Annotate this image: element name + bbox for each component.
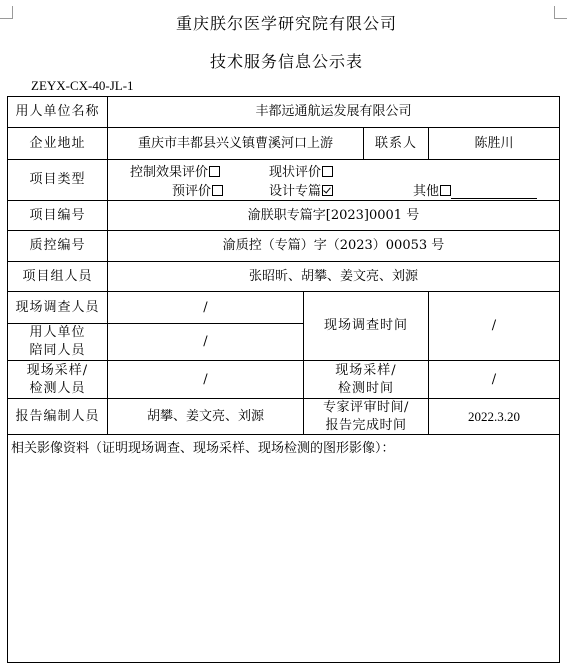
option-status-evaluation[interactable] xyxy=(269,161,333,180)
project-type-label: 项目类型 xyxy=(29,172,86,187)
qc-number-label: 质控编号 xyxy=(29,238,86,253)
sampling-time-label: 现场采样/ 检测时间 xyxy=(335,362,397,396)
option-control-evaluation[interactable] xyxy=(130,161,220,180)
sampling-staff-value: / xyxy=(203,371,208,387)
checkbox-icon[interactable] xyxy=(322,185,333,196)
team-label: 项目组人员 xyxy=(22,268,93,284)
option-design-chapter[interactable] xyxy=(269,180,333,199)
address-label: 企业地址 xyxy=(29,135,86,151)
employer-escort-value: / xyxy=(203,334,208,349)
sampling-time-value: / xyxy=(491,371,497,387)
employer-label: 用人单位名称 xyxy=(15,104,100,119)
row-divider xyxy=(7,434,560,435)
option-label: 设计专篇 xyxy=(269,184,322,199)
option-label: 现状评价 xyxy=(269,165,322,180)
qc-number-value: 渝质控（专篇）字（2023）00053 号 xyxy=(222,238,445,253)
project-number-label: 项目编号 xyxy=(29,207,86,223)
report-staff-label: 报告编制人员 xyxy=(15,408,100,424)
document-number: ZEYX-CX-40-JL-1 xyxy=(31,78,134,93)
other-blank-line xyxy=(451,186,537,199)
checkbox-icon[interactable] xyxy=(440,185,451,196)
image-area xyxy=(9,456,558,660)
checkbox-icon[interactable] xyxy=(212,185,223,196)
report-staff-value: 胡攀、姜文亮、刘源 xyxy=(146,408,264,424)
employer-escort-label: 用人单位 陪同人员 xyxy=(29,325,86,358)
employer-value: 丰都远通航运发展有限公司 xyxy=(255,104,412,119)
review-time-value: 2022.3.20 xyxy=(468,408,520,424)
images-note: 相关影像资料（证明现场调查、现场采样、现场检测的图形影像）： xyxy=(11,441,395,456)
checkbox-icon[interactable] xyxy=(209,166,220,177)
form-title: 技术服务信息公示表 xyxy=(209,52,363,71)
team-value: 张昭昕、胡攀、姜文亮、刘源 xyxy=(248,268,418,284)
option-label: 预评价 xyxy=(172,184,212,199)
address-value: 重庆市丰都县兴义镇曹溪河口上游 xyxy=(137,135,333,151)
project-number-value: 渝朕职专篇字[2023]0001 号 xyxy=(247,207,420,223)
site-survey-time-label: 现场调查时间 xyxy=(323,318,408,333)
option-other[interactable] xyxy=(413,180,537,199)
option-pre-evaluation[interactable] xyxy=(172,180,223,199)
contact-value: 陈胜川 xyxy=(474,135,514,151)
site-survey-staff-value: / xyxy=(203,299,208,315)
review-time-label: 专家评审时间/ 报告完成时间 xyxy=(323,399,409,433)
option-label: 控制效果评价 xyxy=(130,165,209,180)
site-survey-staff-label: 现场调查人员 xyxy=(15,299,100,315)
checkbox-icon[interactable] xyxy=(322,166,333,177)
sampling-staff-label: 现场采样/ 检测人员 xyxy=(26,362,89,396)
contact-label: 联系人 xyxy=(374,135,417,151)
site-survey-time-value: / xyxy=(491,318,497,333)
option-label: 其他 xyxy=(413,184,440,199)
company-name: 重庆朕尔医学研究院有限公司 xyxy=(175,14,397,33)
